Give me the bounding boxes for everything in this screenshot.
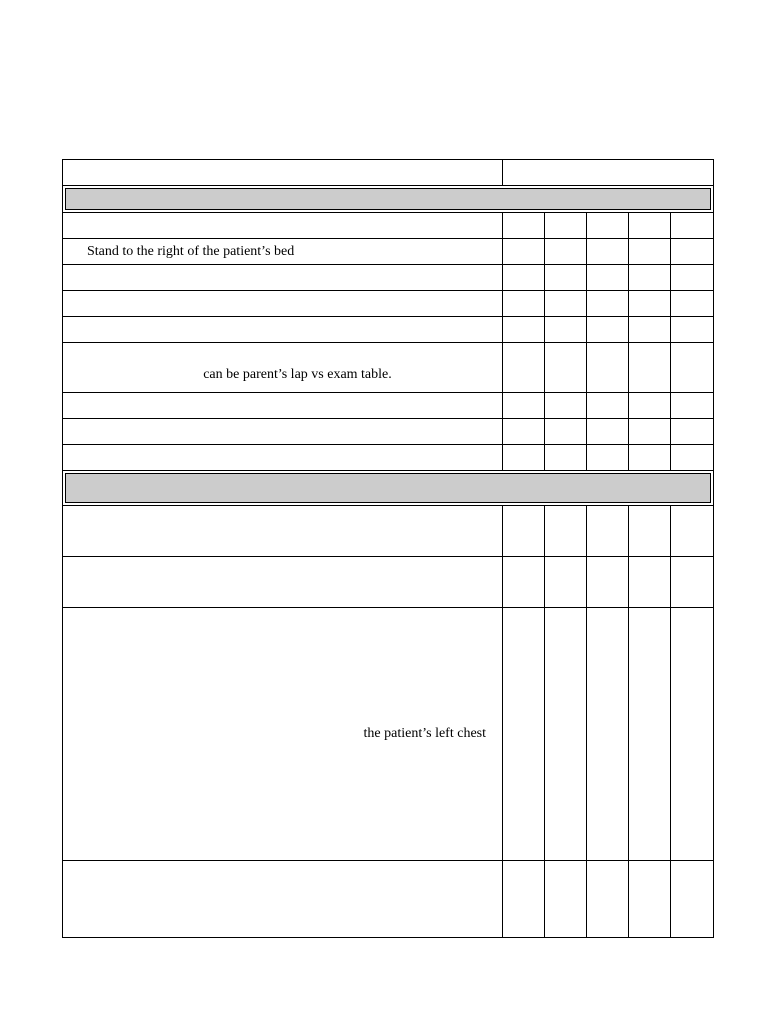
step-text: can be parent’s lap vs exam table.: [203, 367, 392, 382]
section-row: [63, 186, 714, 213]
rating-box[interactable]: [671, 393, 714, 419]
rating-box[interactable]: [671, 239, 714, 265]
rating-box[interactable]: [587, 445, 629, 471]
rating-box[interactable]: [671, 213, 714, 239]
rating-box[interactable]: [545, 419, 587, 445]
step-text: [63, 419, 503, 445]
rating-box[interactable]: [545, 265, 587, 291]
section-shading: [65, 188, 711, 210]
rating-box[interactable]: [629, 265, 671, 291]
rating-box[interactable]: [671, 291, 714, 317]
rating-box[interactable]: [629, 557, 671, 608]
header-rating-cell: [503, 160, 714, 186]
checklist-row: [63, 265, 714, 291]
rating-box[interactable]: [629, 445, 671, 471]
step-text: [63, 445, 503, 471]
rating-box[interactable]: [503, 608, 545, 861]
rating-box[interactable]: [629, 239, 671, 265]
rating-box[interactable]: [545, 445, 587, 471]
rating-box[interactable]: [503, 506, 545, 557]
rating-box[interactable]: [587, 861, 629, 938]
checklist-row: [63, 393, 714, 419]
rating-box[interactable]: [629, 343, 671, 393]
rating-box[interactable]: [587, 608, 629, 861]
rating-box[interactable]: [629, 861, 671, 938]
rating-box[interactable]: [671, 265, 714, 291]
rating-box[interactable]: [587, 557, 629, 608]
step-text: [63, 393, 503, 419]
rating-box[interactable]: [545, 608, 587, 861]
rating-box[interactable]: [503, 557, 545, 608]
rating-box[interactable]: [671, 861, 714, 938]
step-text: [63, 291, 503, 317]
rating-box[interactable]: [503, 445, 545, 471]
rating-box[interactable]: [587, 506, 629, 557]
step-text: [63, 506, 503, 557]
rating-box[interactable]: [545, 213, 587, 239]
rating-box[interactable]: [545, 343, 587, 393]
checklist-row: [63, 213, 714, 239]
rating-box[interactable]: [503, 291, 545, 317]
rating-box[interactable]: [545, 393, 587, 419]
checklist-row: [63, 239, 714, 265]
rating-box[interactable]: [545, 557, 587, 608]
step-text: [63, 557, 503, 608]
rating-box[interactable]: [629, 317, 671, 343]
step-text: [63, 213, 503, 239]
rating-box[interactable]: [671, 419, 714, 445]
step-text: Stand to the right of the patient’s bed: [87, 243, 295, 259]
section-row: [63, 471, 714, 506]
rating-box[interactable]: [587, 213, 629, 239]
rating-box[interactable]: [587, 343, 629, 393]
checklist-row: [63, 343, 714, 393]
rating-box[interactable]: [545, 239, 587, 265]
rating-box[interactable]: [503, 861, 545, 938]
rating-box[interactable]: [629, 213, 671, 239]
step-text: [63, 317, 503, 343]
header-row: [63, 160, 714, 186]
skills-checklist-table: [62, 159, 714, 938]
section-shading: [65, 473, 711, 503]
rating-box[interactable]: [671, 506, 714, 557]
rating-box[interactable]: [503, 213, 545, 239]
rating-box[interactable]: [629, 393, 671, 419]
rating-box[interactable]: [545, 506, 587, 557]
rating-box[interactable]: [671, 557, 714, 608]
step-text: the patient’s left chest: [363, 726, 486, 741]
checklist-row: [63, 861, 714, 938]
rating-box[interactable]: [545, 291, 587, 317]
checklist-row: [63, 317, 714, 343]
rating-box[interactable]: [629, 419, 671, 445]
rating-box[interactable]: [587, 393, 629, 419]
rating-box[interactable]: [587, 239, 629, 265]
rating-box[interactable]: [503, 393, 545, 419]
rating-box[interactable]: [503, 343, 545, 393]
rating-box[interactable]: [671, 343, 714, 393]
checklist-row: [63, 291, 714, 317]
rating-box[interactable]: [503, 317, 545, 343]
rating-box[interactable]: [629, 291, 671, 317]
checklist-row: [63, 445, 714, 471]
rating-box[interactable]: [671, 317, 714, 343]
rating-box[interactable]: [587, 291, 629, 317]
checklist-row: [63, 419, 714, 445]
rating-box[interactable]: [503, 265, 545, 291]
rating-box[interactable]: [503, 419, 545, 445]
rating-box[interactable]: [545, 317, 587, 343]
rating-box[interactable]: [587, 265, 629, 291]
rating-box[interactable]: [629, 506, 671, 557]
rating-box[interactable]: [545, 861, 587, 938]
rating-box[interactable]: [671, 608, 714, 861]
header-title-cell: [63, 160, 503, 186]
rating-box[interactable]: [587, 419, 629, 445]
rating-box[interactable]: [503, 239, 545, 265]
rating-box[interactable]: [671, 445, 714, 471]
checklist-row: [63, 608, 714, 861]
step-text: [63, 265, 503, 291]
checklist-row: [63, 506, 714, 557]
checklist-row: [63, 557, 714, 608]
rating-box[interactable]: [629, 608, 671, 861]
step-text: [63, 861, 503, 938]
rating-box[interactable]: [587, 317, 629, 343]
